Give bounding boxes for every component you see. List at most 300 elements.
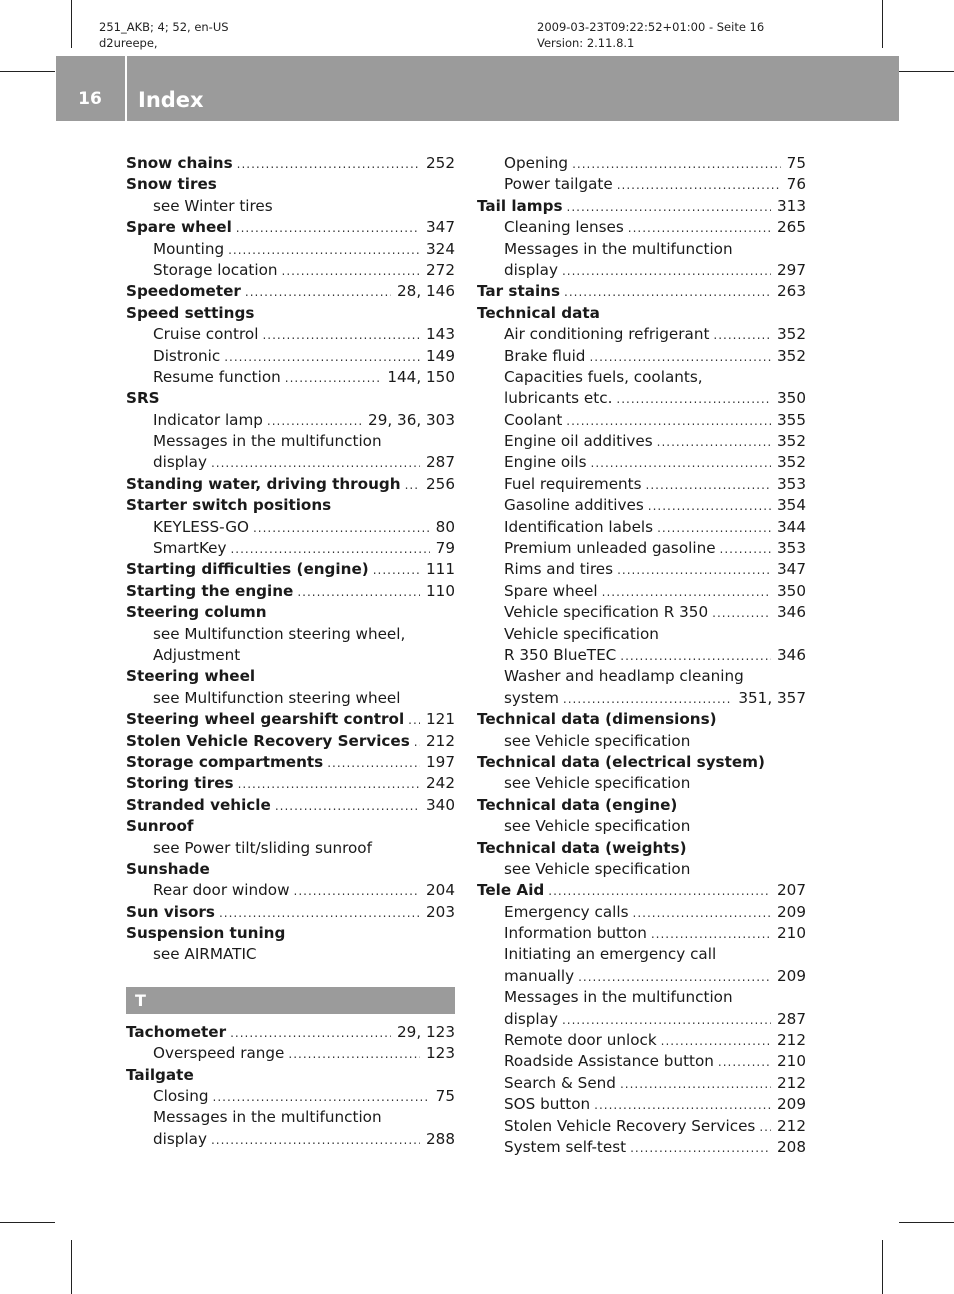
dot-leader [548,881,771,902]
index-entry [126,217,455,238]
entry-text: Brake fluid [504,346,586,365]
index-entry [126,859,455,880]
entry-page: 287 [777,1009,806,1028]
entry-text: Messages in the multifunction [153,1108,382,1127]
dot-leader [288,1044,420,1065]
index-entry [477,838,806,859]
entry-text: lubricants etc. [504,389,613,408]
header-divider [125,56,127,121]
index-subentry [126,239,455,260]
entry-page: 209 [777,966,806,985]
entry-page: 353 [777,539,806,558]
index-subentry [477,260,806,281]
dot-leader [630,1138,771,1159]
entry-text: Tele Aid [477,881,545,900]
crop-mark [899,71,954,72]
dot-leader [759,1117,771,1138]
entry-text: Snow chains [126,154,233,172]
index-subentry [477,410,806,431]
dot-leader [718,1052,771,1073]
entry-text: manually [504,966,575,985]
entry-page: 212 [777,1031,806,1050]
entry-text: Storage compartments [126,752,324,771]
index-list [126,153,455,966]
dot-leader [405,475,420,496]
index-subentry [477,1116,806,1137]
entry-text: Rear door window [153,881,290,900]
entry-page: 210 [777,924,806,943]
index-subentry [477,239,806,260]
index-subentry [477,1030,806,1051]
dot-leader [620,1074,771,1095]
index-subentry [126,1086,455,1107]
crop-mark [71,1240,72,1294]
dot-leader [589,347,771,368]
index-entry [126,602,455,623]
entry-text: Air conditioning refrigerant [504,325,710,344]
index-subentry [477,367,806,388]
entry-text: Steering column [126,603,267,622]
entry-text: Technical data (weights) [477,838,687,857]
entry-text: Search & Send [504,1073,616,1092]
dot-leader [230,539,429,560]
dot-leader [237,154,420,175]
index-subentry [477,902,806,923]
entry-text: Cruise control [153,325,259,344]
index-subentry [126,645,455,666]
index-subentry [477,517,806,538]
dot-leader [327,753,420,774]
index-entry [126,752,455,773]
index-subentry [477,1073,806,1094]
index-subentry [477,474,806,495]
index-entry [126,559,455,580]
index-subentry [126,410,455,431]
entry-page: 352 [777,453,806,472]
index-entry [126,666,455,687]
dot-leader [224,347,420,368]
entry-page: 149 [426,346,455,365]
entry-text: Resume function [153,367,281,386]
entry-text: Capacities fuels, coolants, [504,367,703,386]
index-subentry [477,1051,806,1072]
index-subentry [126,346,455,367]
dot-leader [713,325,771,346]
index-subentry [126,880,455,901]
dot-leader [414,732,420,753]
entry-page: 111 [426,560,455,579]
entry-page: 212 [777,1073,806,1092]
dot-leader [657,432,771,453]
dot-leader [712,603,771,624]
dot-leader [602,582,771,603]
dot-leader [633,903,772,924]
dot-leader [594,1095,771,1116]
entry-page: 212 [426,731,455,750]
index-subentry [477,431,806,452]
entry-text: Snow tires [126,175,217,194]
crop-mark [71,0,72,48]
entry-text: see Vehicle specification [504,817,691,836]
entry-page: 207 [777,881,806,900]
dot-leader [591,453,771,474]
entry-page: 347 [426,218,455,237]
index-entry [126,495,455,516]
dot-leader [648,496,771,517]
index-entry [126,581,455,602]
entry-page: 75 [786,154,806,172]
dot-leader [616,389,771,410]
entry-text: Premium unleaded gasoline [504,539,716,558]
entry-text: Speedometer [126,282,241,301]
index-subentry [477,1137,806,1158]
index-subentry [477,559,806,580]
index-subentry [126,452,455,473]
entry-page: 353 [777,474,806,493]
entry-page: 252 [426,154,455,172]
entry-text: Emergency calls [504,902,629,921]
entry-text: Mounting [153,239,225,258]
index-subentry [477,731,806,752]
entry-page: 76 [786,175,806,194]
index-entry [477,281,806,302]
entry-page: 121 [426,710,455,729]
dot-leader [578,967,771,988]
entry-page: 324 [426,239,455,258]
index-subentry [477,324,806,345]
entry-page: 210 [777,1052,806,1071]
dot-leader [572,154,781,175]
entry-text: Washer and headlamp cleaning [504,667,744,686]
dot-leader [228,240,420,261]
entry-page: 350 [777,581,806,600]
entry-text: Messages in the multifunction [153,432,382,451]
entry-page: 242 [426,774,455,793]
index-subentry [126,517,455,538]
entry-text: Steering wheel [126,667,256,686]
entry-text: Sunshade [126,859,210,878]
entry-text: Fuel requirements [504,474,642,493]
dot-leader [238,774,420,795]
entry-page: 346 [777,645,806,664]
entry-page: 297 [777,260,806,279]
entry-text: Engine oil additives [504,432,653,451]
entry-page: 28, 146 [397,282,455,301]
index-subentry [477,153,806,174]
entry-page: 144, 150 [387,367,455,386]
crop-mark [0,71,55,72]
dot-leader [617,560,771,581]
entry-text: see AIRMATIC [153,945,257,964]
index-entry [477,303,806,324]
entry-text: see Vehicle specification [504,859,691,878]
entry-text: Tail lamps [477,196,563,215]
entry-page: 344 [777,517,806,536]
index-subentry [477,602,806,623]
entry-text: Indicator lamp [153,410,263,429]
index-entry [126,816,455,837]
page-title: Index [138,88,204,112]
index-subentry [126,838,455,859]
dot-leader [657,518,771,539]
dot-leader [282,261,420,282]
index-entry [126,731,455,752]
page-number: 16 [78,89,102,109]
dot-leader [567,197,771,218]
index-subentry [126,1043,455,1064]
index-entry [126,174,455,195]
index-subentry [126,431,455,452]
entry-page: 352 [777,325,806,344]
entry-text: Closing [153,1087,209,1106]
index-subentry [126,260,455,281]
index-entry [126,1022,455,1043]
entry-text: Distronic [153,346,221,365]
entry-text: see Vehicle specification [504,774,691,793]
index-subentry [477,346,806,367]
index-subentry [477,966,806,987]
dot-leader [408,710,420,731]
dot-leader [230,1023,391,1044]
index-entry [126,474,455,495]
entry-text: Cleaning lenses [504,218,624,237]
entry-page: 203 [426,902,455,921]
crop-mark [899,1222,954,1223]
entry-page: 354 [777,496,806,515]
dot-leader [562,261,771,282]
entry-text: Storage location [153,260,278,279]
entry-page: 209 [777,1095,806,1114]
index-subentry [126,196,455,217]
entry-text: SmartKey [153,539,227,558]
entry-page: 340 [426,795,455,814]
dot-leader [294,881,420,902]
dot-leader [617,175,781,196]
dot-leader [720,539,771,560]
index-subentry [477,388,806,409]
entry-text: Power tailgate [504,175,613,194]
entry-text: Spare wheel [504,581,598,600]
entry-text: Tailgate [126,1065,194,1084]
dot-leader [285,368,382,389]
dot-leader [563,689,732,710]
entry-text: Technical data (engine) [477,795,678,814]
index-subentry [126,688,455,709]
entry-page: 272 [426,260,455,279]
index-subentry [126,538,455,559]
index-subentry [477,1094,806,1115]
index-entry [126,902,455,923]
entry-text: Initiating an emergency call [504,945,717,964]
index-entry [126,709,455,730]
index-list [126,1022,455,1150]
entry-text: Technical data [477,303,600,322]
entry-page: 197 [426,752,455,771]
index-subentry [126,624,455,645]
dot-leader [628,218,771,239]
entry-text: Stranded vehicle [126,795,271,814]
dot-leader [562,1010,771,1031]
crop-mark [0,1222,55,1223]
entry-text: see Multifunction steering wheel, [153,624,406,643]
dot-leader [564,282,771,303]
entry-text: System self-test [504,1137,627,1156]
entry-text: R 350 BlueTEC [504,645,617,664]
print-meta-line: 2009-03-23T09:22:52+01:00 - Seite 16 [537,20,765,34]
index-column-left [126,153,455,1150]
index-entry [477,880,806,901]
entry-page: 209 [777,902,806,921]
print-meta-right [537,19,764,51]
entry-text: Technical data (electrical system) [477,752,765,771]
entry-text: see Vehicle specification [504,731,691,750]
entry-page: 263 [777,282,806,301]
index-entry [477,196,806,217]
entry-page: 352 [777,432,806,451]
entry-text: Tachometer [126,1022,227,1041]
index-subentry [477,923,806,944]
entry-text: Gasoline additives [504,496,644,515]
entry-text: Roadside Assistance button [504,1052,714,1071]
entry-text: display [504,260,558,279]
print-meta-line: d2ureepe, [99,36,158,50]
entry-text: Spare wheel [126,218,232,237]
entry-text: SOS button [504,1095,591,1114]
entry-text: Starting difficulties (engine) [126,560,369,579]
index-subentry [477,816,806,837]
entry-text: Vehicle specification [504,624,659,643]
index-subentry [477,217,806,238]
entry-text: display [504,1009,558,1028]
entry-page: 265 [777,218,806,237]
dot-leader [373,560,420,581]
entry-text: Remote door unlock [504,1031,657,1050]
entry-text: Overspeed range [153,1044,285,1063]
index-subentry [477,624,806,645]
dot-leader [646,475,771,496]
entry-text: Starter switch positions [126,496,332,515]
dot-leader [661,1031,771,1052]
entry-text: Speed settings [126,303,255,322]
entry-text: system [504,688,559,707]
entry-text: Messages in the multifunction [504,239,733,258]
index-entry [477,752,806,773]
index-subentry [126,944,455,965]
index-entry [126,303,455,324]
index-subentry [126,324,455,345]
index-subentry [477,944,806,965]
entry-page: 355 [777,410,806,429]
crop-mark [882,0,883,48]
entry-text: Storing tires [126,774,234,793]
index-entry [126,795,455,816]
print-meta-left [99,19,229,51]
entry-page: 346 [777,603,806,622]
entry-page: 29, 36, 303 [368,410,455,429]
index-subentry [477,1009,806,1030]
entry-page: 313 [777,196,806,215]
index-subentry [477,538,806,559]
index-entry [126,923,455,944]
entry-text: display [153,453,207,472]
entry-page: 80 [435,517,455,536]
entry-text: see Multifunction steering wheel [153,688,401,707]
entry-text: Adjustment [153,645,241,664]
index-column-right [477,153,806,1158]
index-entry [477,795,806,816]
dot-leader [211,1130,420,1151]
entry-text: see Winter tires [153,196,273,215]
index-subentry [126,367,455,388]
entry-page: 352 [777,346,806,365]
index-list [477,153,806,1158]
entry-text: Starting the engine [126,581,294,600]
entry-page: 288 [426,1129,455,1148]
entry-page: 287 [426,453,455,472]
entry-text: see Power tilt/sliding sunroof [153,838,372,857]
entry-text: Vehicle specification R 350 [504,603,709,622]
entry-page: 123 [426,1044,455,1063]
index-entry [126,1065,455,1086]
entry-text: Information button [504,924,647,943]
dot-leader [566,411,771,432]
entry-page: 29, 123 [397,1022,455,1041]
dot-leader [211,453,420,474]
dot-leader [620,646,771,667]
index-subentry [477,581,806,602]
entry-text: Messages in the multifunction [504,988,733,1007]
entry-page: 256 [426,474,455,493]
entry-text: Opening [504,154,569,172]
dot-leader [245,282,391,303]
index-subentry [477,645,806,666]
index-subentry [477,773,806,794]
index-entry [126,281,455,302]
entry-text: Identification labels [504,517,654,536]
index-subentry [477,666,806,687]
print-meta-line: 251_AKB; 4; 52, en-US [99,20,229,34]
entry-text: display [153,1129,207,1148]
entry-text: SRS [126,389,160,408]
dot-leader [267,411,362,432]
entry-text: KEYLESS-GO [153,517,249,536]
entry-text: Stolen Vehicle Recovery Services [126,731,410,750]
entry-page: 351, 357 [738,688,806,707]
entry-text: Standing water, driving through [126,474,401,493]
entry-page: 208 [777,1137,806,1156]
index-subentry [477,859,806,880]
entry-page: 347 [777,560,806,579]
entry-text: Stolen Vehicle Recovery Services [504,1116,756,1135]
index-subentry [477,495,806,516]
index-subentry [477,174,806,195]
entry-text: Rims and tires [504,560,614,579]
entry-page: 350 [777,389,806,408]
index-subentry [477,688,806,709]
entry-page: 110 [426,581,455,600]
dot-leader [219,903,420,924]
crop-mark [882,1240,883,1294]
entry-text: Steering wheel gearshift control [126,710,405,729]
entry-text: Technical data (dimensions) [477,710,717,729]
entry-page: 204 [426,881,455,900]
index-entry [477,709,806,730]
entry-text: Sun visors [126,902,215,921]
index-entry [126,773,455,794]
dot-leader [297,582,420,603]
entry-page: 75 [435,1087,455,1106]
print-meta-line: Version: 2.11.8.1 [537,36,635,50]
